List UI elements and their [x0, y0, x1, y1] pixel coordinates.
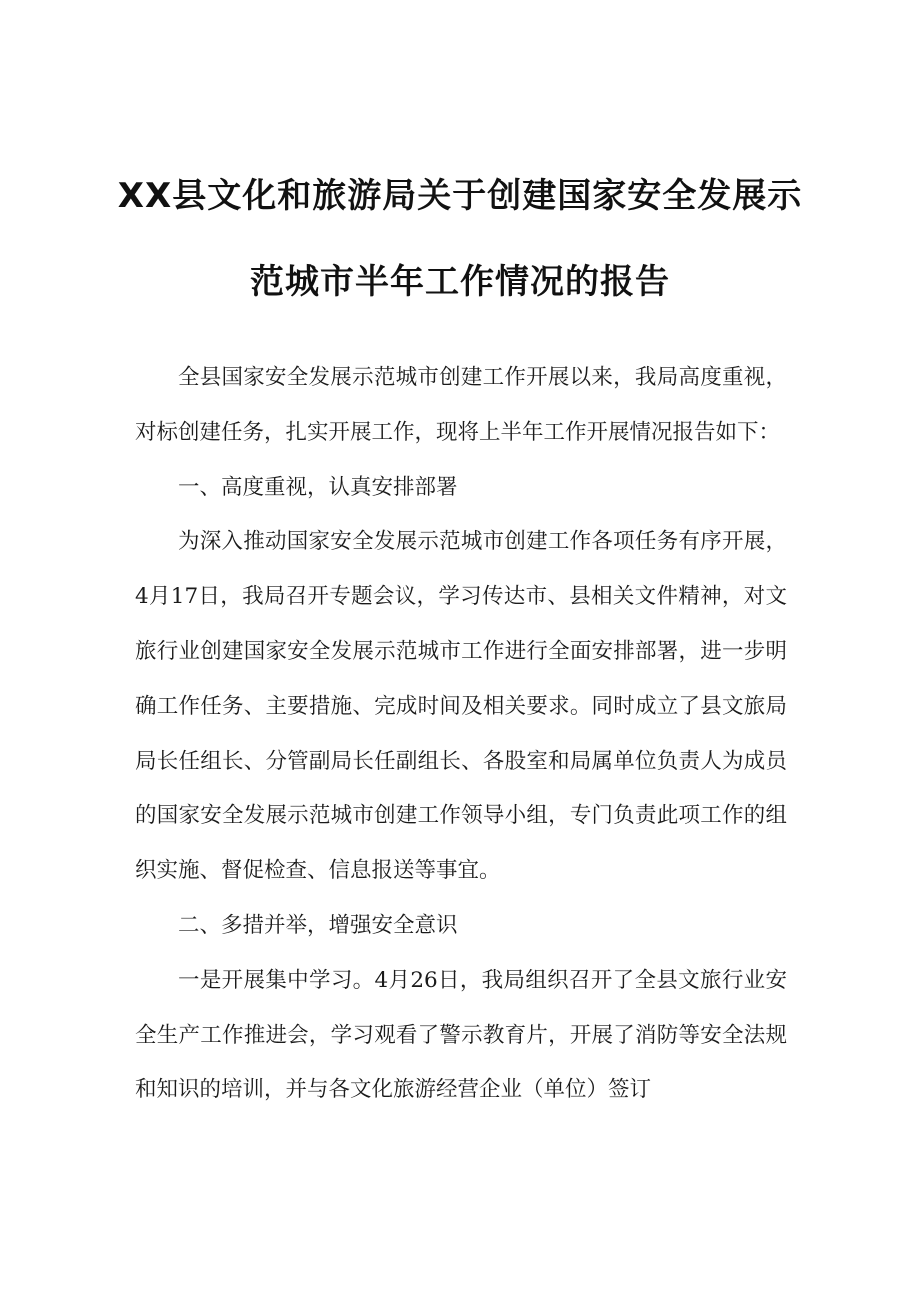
section-heading-2: 二、多措并举，增强安全意识	[178, 912, 458, 938]
intro-paragraph: 全县国家安全发展示范城市创建工作开展以来，我局高度重视，对标创建任务，扎实开展工作，现将上半年工作开展情况报告如下：	[135, 365, 787, 445]
document-title-line-1: XX县文化和旅游局关于创建国家安全发展示	[117, 176, 803, 216]
document-body	[135, 351, 787, 1118]
section-1-paragraph: 为深入推动国家安全发展示范城市创建工作各项任务有序开展，4月17日，我局召开专题会议，学习传达市、县相关文件精神，对文旅行业创建国家安全发展示范城市工作进行全面安排部署，进一步明确工作任务、主要措施、完成时间及相关要求。同时成立了县文旅局局长任组长、分管副局长任副组长、各股室和局属单位负责人为成员的国家安全发展示范城市创建工作领导小组，专门负责此项工作的组织实施、督促检查、信息报送等事宜。	[135, 529, 787, 884]
section-heading-1: 一、高度重视，认真安排部署	[178, 474, 458, 500]
section-2-paragraph: 一是开展集中学习。4月26日，我局组织召开了全县文旅行业安全生产工作推进会，学习观看了警示教育片，开展了消防等安全法规和知识的培训，并与各文化旅游经营企业（单位）签订	[135, 967, 787, 1103]
document-title-line-2: 范城市半年工作情况的报告	[250, 262, 670, 302]
